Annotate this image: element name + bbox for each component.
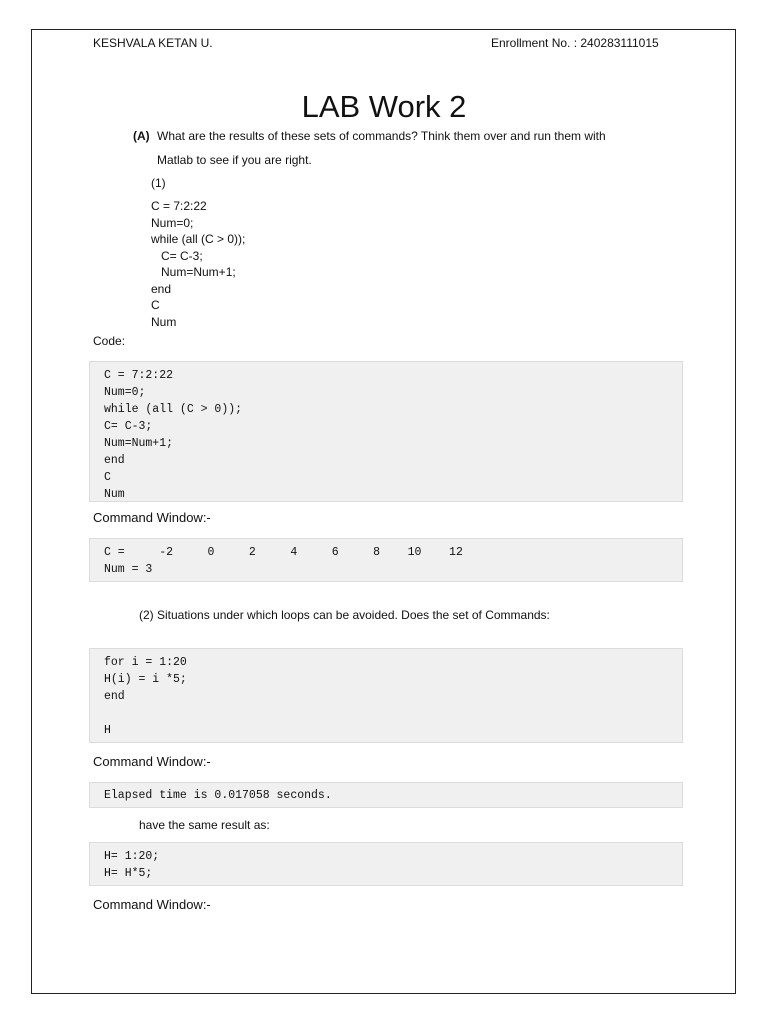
output-block-2 <box>89 782 683 808</box>
same-result-text: have the same result as: <box>139 818 270 832</box>
section-a-marker: (A) <box>133 129 150 143</box>
command-window-label-2: Command Window:- <box>93 754 211 769</box>
listing-line: Num=0; <box>151 215 194 230</box>
code-line: while (all (C > 0)); <box>104 403 243 416</box>
listing-line: Num=Num+1; <box>151 265 236 279</box>
code-line: Num=0; <box>104 386 146 399</box>
page-title: LAB Work 2 <box>301 89 467 124</box>
code-block-1 <box>89 361 683 502</box>
section-a-question-line2: Matlab to see if you are right. <box>157 153 312 167</box>
code-line: end <box>104 690 125 703</box>
output-block-1 <box>89 538 683 582</box>
code-line: C= C-3; <box>104 420 153 433</box>
section-a-question-line1: What are the results of these sets of commands? Think them over and run them with <box>157 129 606 143</box>
output-line: Num = 3 <box>104 563 153 576</box>
enrollment-number: Enrollment No. : 240283111015 <box>491 36 659 50</box>
output-line: Elapsed time is 0.017058 seconds. <box>104 789 332 802</box>
command-window-label-1: Command Window:- <box>93 510 211 525</box>
listing-line: while (all (C > 0)); <box>151 232 246 246</box>
command-window-label-3: Command Window:- <box>93 897 211 912</box>
item2-text: (2) Situations under which loops can be avoided. Does the set of Commands: <box>139 608 550 622</box>
author-name: KESHVALA KETAN U. <box>93 36 213 50</box>
code-line: Num <box>104 488 125 501</box>
code-label: Code: <box>93 334 126 348</box>
code-line: for i = 1:20 <box>104 656 187 669</box>
item1-label: (1) <box>151 176 166 190</box>
output-line: C = -2 0 2 4 6 8 10 12 <box>104 546 463 559</box>
code-line: end <box>104 454 125 467</box>
listing-line: Num <box>151 314 177 329</box>
code-line: C = 7:2:22 <box>104 369 174 382</box>
code-line: H <box>104 724 111 737</box>
listing-line: end <box>151 281 172 296</box>
code-line: H= 1:20; <box>104 850 160 863</box>
code-line: Num=Num+1; <box>104 437 174 450</box>
listing-line: C= C-3; <box>151 248 203 263</box>
code-block-3 <box>89 842 683 886</box>
code-line: H(i) = i *5; <box>104 673 187 686</box>
code-line: H= H*5; <box>104 867 153 880</box>
code-line: C <box>104 471 111 484</box>
code-block-2 <box>89 648 683 743</box>
listing-line: C <box>151 298 160 312</box>
listing-line: C = 7:2:22 <box>151 199 207 213</box>
